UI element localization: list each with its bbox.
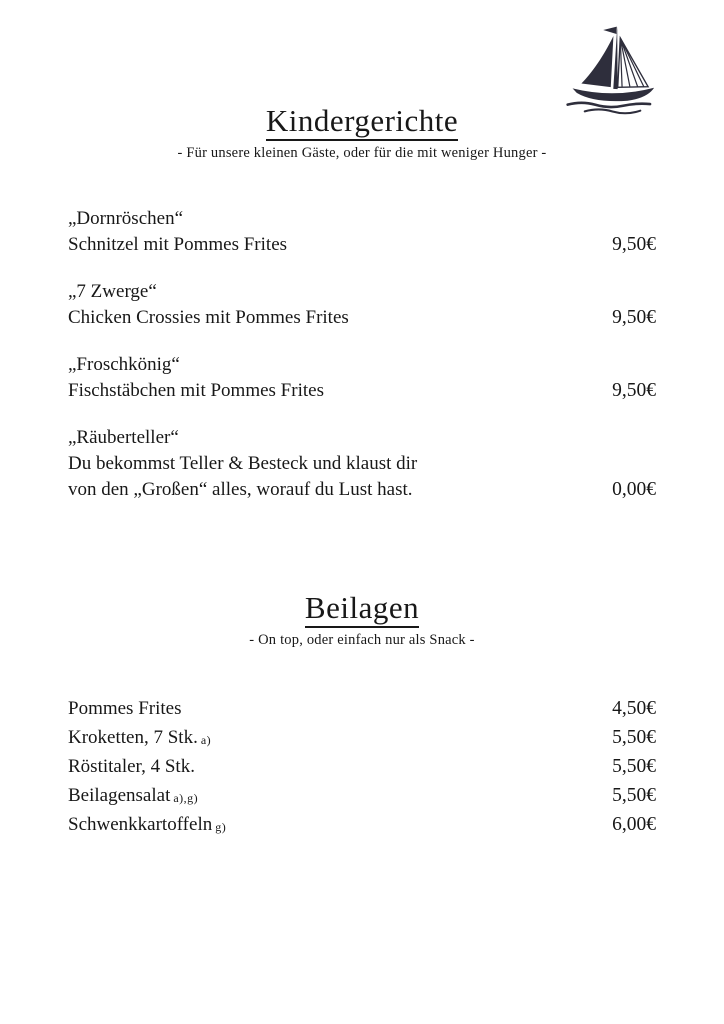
side-item-schwenkkartoffeln bbox=[68, 811, 656, 840]
side-name: Schwenkkartoffeln g) bbox=[68, 814, 227, 836]
item-name: „Dornröschen“ bbox=[68, 208, 184, 230]
item-description: Chicken Crossies mit Pommes Frites bbox=[68, 307, 349, 329]
item-name: „Froschkönig“ bbox=[68, 354, 180, 376]
item-name: „Räuberteller“ bbox=[68, 427, 179, 449]
side-price: 4,50€ bbox=[612, 698, 656, 720]
section-title-kindergerichte: Kindergerichte bbox=[266, 104, 458, 141]
item-description: Fischstäbchen mit Pommes Frites bbox=[68, 380, 324, 402]
side-name: Röstitaler, 4 Stk. bbox=[68, 756, 195, 778]
allergen-note: a),g) bbox=[173, 791, 199, 806]
item-price: 9,50€ bbox=[612, 380, 656, 402]
section-subtitle-kindergerichte: - Für unsere kleinen Gäste, oder für die mit weniger Hunger - bbox=[177, 145, 547, 162]
item-price: 9,50€ bbox=[612, 234, 656, 256]
item-name: „7 Zwerge“ bbox=[68, 281, 157, 303]
side-item-pommes-frites bbox=[68, 695, 656, 724]
item-description: Schnitzel mit Pommes Frites bbox=[68, 234, 288, 256]
side-item-beilagensalat bbox=[68, 782, 656, 811]
item-description-line1: Du bekommst Teller & Besteck und klaust dir bbox=[68, 453, 418, 475]
section-title-beilagen: Beilagen bbox=[305, 591, 419, 628]
menu-item-raeuberteller bbox=[68, 425, 656, 503]
side-price: 6,00€ bbox=[612, 814, 656, 836]
item-description-line2: von den „Großen“ alles, worauf du Lust hast. bbox=[68, 479, 413, 501]
side-name: Kroketten, 7 Stk. a) bbox=[68, 727, 212, 749]
section-beilagen-header bbox=[68, 591, 656, 649]
kindergerichte-items bbox=[68, 206, 656, 503]
section-kindergerichte-header bbox=[68, 104, 656, 162]
section-subtitle-beilagen: - On top, oder einfach nur als Snack - bbox=[249, 632, 475, 649]
side-name: Pommes Frites bbox=[68, 698, 182, 720]
menu-item-dornroeschen bbox=[68, 206, 656, 258]
side-item-roestitaler bbox=[68, 753, 656, 782]
beilagen-items bbox=[68, 695, 656, 840]
item-price: 9,50€ bbox=[612, 307, 656, 329]
menu-item-7-zwerge bbox=[68, 279, 656, 331]
menu-item-froschkoenig bbox=[68, 352, 656, 404]
side-name: Beilagensalat a),g) bbox=[68, 785, 199, 807]
side-price: 5,50€ bbox=[612, 727, 656, 749]
allergen-note: g) bbox=[215, 820, 227, 835]
side-item-kroketten bbox=[68, 724, 656, 753]
side-price: 5,50€ bbox=[612, 756, 656, 778]
item-price: 0,00€ bbox=[612, 479, 656, 501]
allergen-note: a) bbox=[200, 733, 212, 748]
side-price: 5,50€ bbox=[612, 785, 656, 807]
